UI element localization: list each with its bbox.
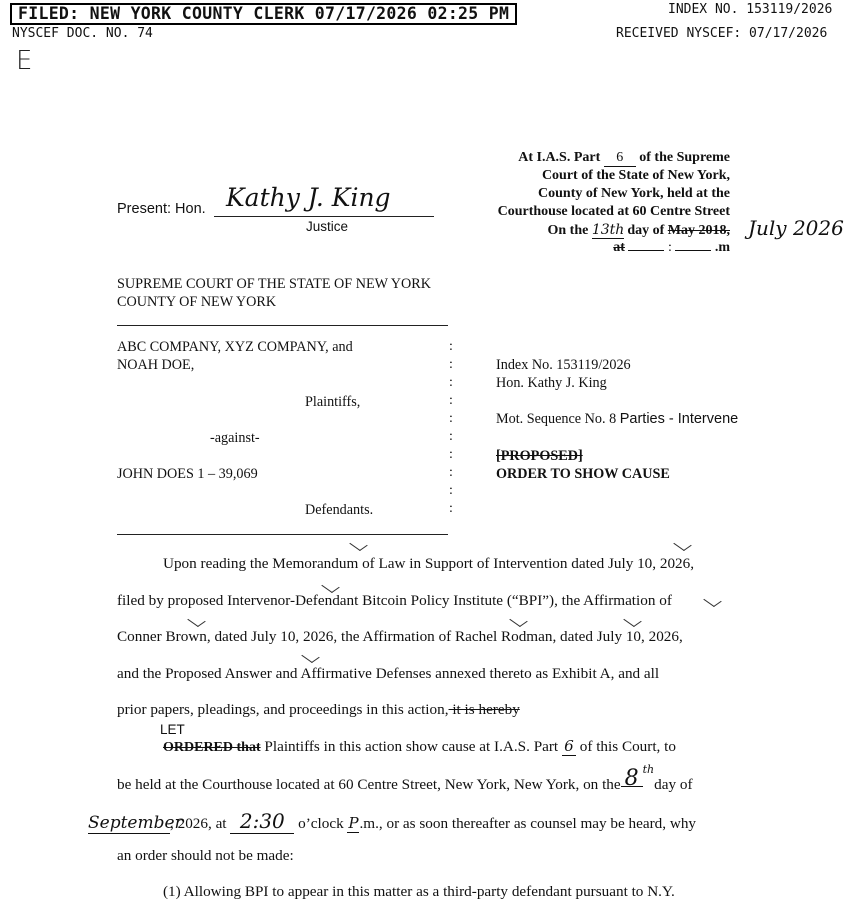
body-line-6: ORDERED that Plaintiffs in this action show cause at I.A.S. Part 6 of this Court, to (163, 737, 676, 755)
caption-top-rule (117, 325, 448, 326)
handwritten-day-suffix: th (642, 763, 655, 776)
body-line-5: prior papers, pleadings, and proceedings in this action, it is hereby (117, 701, 520, 718)
struck-ordered: ORDERED that (163, 740, 261, 755)
check-mark (301, 650, 319, 663)
part-number: 6 (604, 150, 636, 167)
court-caption-time: at : .m (613, 240, 730, 255)
handwritten-part: 6 (562, 737, 576, 756)
body-line-9: an order should not be made: (117, 847, 294, 864)
body-line-2: filed by proposed Intervenor-Defendant Bitcoin Policy Institute (“BPI”), the Affirmation of (117, 592, 672, 609)
handwritten-month: September (88, 813, 183, 833)
plaintiffs-line2: NOAH DOE, (117, 357, 195, 373)
body-line-1: Upon reading the Memorandum of Law in Support of Intervention dated July 10, 2026, (163, 555, 695, 572)
check-mark (349, 538, 367, 551)
judge-signature: Kathy J. King (226, 183, 391, 212)
against-label: -against- (210, 430, 260, 446)
index-number-stamp: INDEX NO. 153119/2026 (668, 2, 833, 17)
check-mark (673, 538, 691, 551)
motion-sequence: Mot. Sequence No. 8 Parties - Intervene (496, 411, 739, 427)
court-caption-line2: Court of the State of New York, (541, 168, 730, 183)
handwritten-day: 13th (591, 222, 625, 238)
inserted-let: LET (160, 722, 185, 737)
document-title: ORDER TO SHOW CAUSE (496, 466, 670, 482)
body-line-10: (1) Allowing BPI to appear in this matter as a third-party defendant pursuant to N.Y. (163, 883, 675, 900)
check-mark (703, 594, 721, 607)
plaintiffs-line1: ABC COMPANY, XYZ COMPANY, and (117, 339, 353, 355)
body-line-4: and the Proposed Answer and Affirmative Defenses annexed thereto as Exhibit A, and all (117, 665, 660, 682)
struck-text: it is hereby (448, 701, 520, 718)
court-name-line2: COUNTY OF NEW YORK (117, 294, 277, 310)
justice-title: Justice (306, 219, 349, 234)
motion-note: Parties - Intervene (619, 411, 739, 427)
received-stamp: RECEIVED NYSCEF: 07/17/2026 (616, 26, 828, 41)
check-mark (509, 614, 527, 627)
signature-line (214, 216, 434, 217)
court-name-line1: SUPREME COURT OF THE STATE OF NEW YORK (117, 276, 431, 292)
filed-stamp: FILED: NEW YORK COUNTY CLERK 07/17/2026 02:25 PM (10, 3, 517, 25)
defendants-label: Defendants. (305, 502, 374, 518)
margin-handwritten-mark: E (16, 46, 33, 76)
defendants-name: JOHN DOES 1 – 39,069 (117, 466, 258, 482)
handwritten-date: July 2026 (748, 216, 844, 240)
body-line-8: September, 2026, at 2:30 o’clock P.m., or as soon thereafter as counsel may be heard, why (88, 809, 697, 833)
court-caption-date: On the 13th day of May 2018, (547, 222, 730, 238)
present-label: Present: Hon. (117, 201, 206, 217)
handwritten-ampm: P (348, 814, 359, 832)
handwritten-time: 2:30 (230, 809, 294, 834)
check-mark (187, 614, 205, 627)
nyscef-doc-number: NYSCEF DOC. NO. 74 (12, 26, 153, 41)
handwritten-day: 8 (621, 772, 643, 787)
caption-bottom-rule (117, 534, 448, 535)
struck-date: May 2018, (667, 223, 730, 238)
plaintiffs-label: Plaintiffs, (305, 394, 361, 410)
judge-name: Hon. Kathy J. King (496, 375, 607, 391)
proposed-struck: [PROPOSED] (496, 448, 583, 464)
court-caption-line4: Courthouse located at 60 Centre Street (497, 204, 730, 219)
check-mark (623, 614, 641, 627)
court-caption-part: At I.A.S. Part 6 of the Supreme (518, 150, 730, 165)
body-line-3: Conner Brown, dated July 10, 2026, the Affirmation of Rachel Rodman, dated July 10, 2026, (117, 628, 683, 645)
index-number: Index No. 153119/2026 (496, 357, 631, 373)
body-line-7: be held at the Courthouse located at 60 Centre Street, New York, New York, on the 8 $^{th}$day of (117, 763, 693, 794)
court-caption-line3: County of New York, held at the (538, 186, 730, 201)
